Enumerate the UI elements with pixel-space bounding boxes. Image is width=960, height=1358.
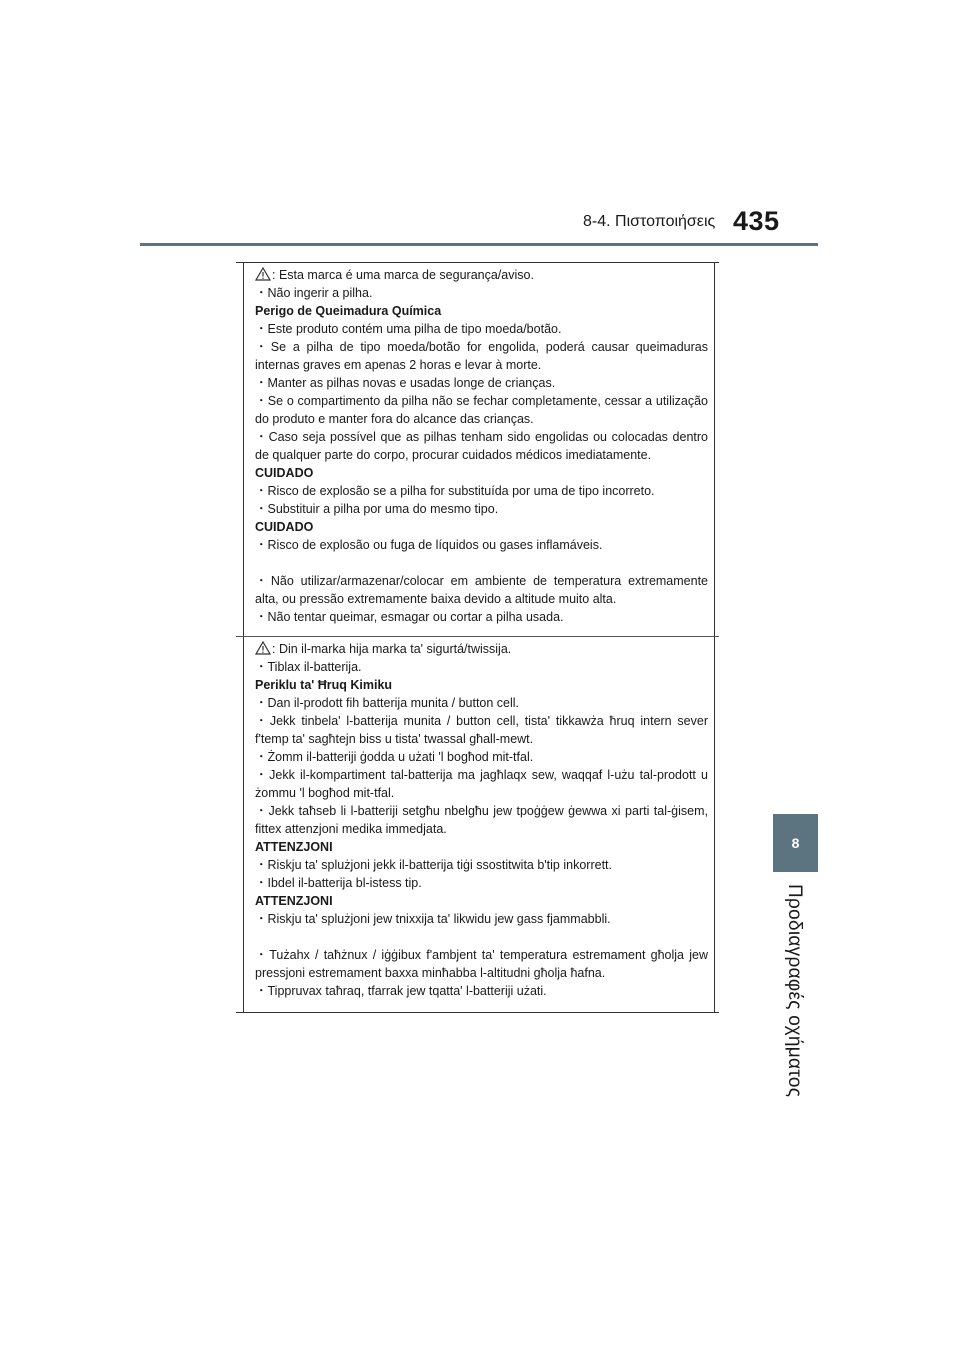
paragraph-gap (255, 928, 708, 946)
paragraph-gap (255, 554, 708, 572)
warning-text: ・Se o compartimento da pilha não se fechar completamente, cessar a utilização do produto e manter fora do alcance das crianças. (255, 394, 708, 426)
warning-text: ・Żomm il-batteriji ġodda u użati 'l bogħod mit-tfal. (255, 750, 534, 764)
warning-text: ・Tużahx / taħżnux / iġġibux f'ambjent ta' temperatura estremament għolja jew pressjoni estremament baxxa minħabba l-altitudni għolja ħafna. (255, 948, 708, 980)
warning-mark-line (255, 266, 708, 284)
warning-text: ・Risco de explosão ou fuga de líquidos ou gases inflamáveis. (255, 538, 603, 552)
section-heading: Perigo de Queimadura Química (255, 304, 442, 318)
page-number: 435 (733, 206, 780, 236)
section-heading: ATTENZJONI (255, 840, 333, 854)
warning-text: ・Jekk il-kompartiment tal-batterija ma jagħlaqx sew, waqqaf l-użu tal-prodott u żommu 'l bogħod mit-tfal. (255, 768, 708, 800)
header-rule (140, 243, 818, 246)
section-heading: CUIDADO (255, 466, 314, 480)
warning-text: ・Riskju ta' splużjoni jekk il-batterija tiġi ssostitwita b'tip inkorrett. (255, 858, 612, 872)
warning-triangle-icon (255, 641, 271, 655)
box-bottom-rule (236, 1012, 719, 1013)
warning-text: ・Manter as pilhas novas e usadas longe de crianças. (255, 376, 556, 390)
box-middle-rule (236, 636, 719, 637)
section-heading: ATTENZJONI (255, 894, 333, 908)
warning-text: ・Se a pilha de tipo moeda/botão for engolida, poderá causar queimaduras internas graves em apenas 2 horas e levar à morte. (255, 340, 708, 372)
maltese-section (255, 640, 708, 1000)
warning-text: ・Não utilizar/armazenar/colocar em ambiente de temperatura extremamente alta, ou pressão extremamente baixa devido a altitude muito alta. (255, 574, 708, 606)
warning-text: ・Não ingerir a pilha. (255, 286, 373, 300)
warning-text: ・Este produto contém uma pilha de tipo moeda/botão. (255, 322, 562, 336)
warning-text: ・Tippruvax taħraq, tfarrak jew tqatta' l-batteriji użati. (255, 984, 547, 998)
warning-text: ・Caso seja possível que as pilhas tenham sido engolidas ou colocadas dentro de qualquer parte do corpo, procurar cuidados médicos imediatamente. (255, 430, 708, 462)
warning-text: ・Substituir a pilha por uma do mesmo tipo. (255, 502, 499, 516)
warning-text: ・Dan il-prodott fih batterija munita / button cell. (255, 696, 520, 710)
section-header: 8-4. Πιστοποιήσεις (583, 213, 716, 230)
warning-text: ・Ibdel il-batterija bl-istess tip. (255, 876, 422, 890)
warning-text: ・Riskju ta' splużjoni jew tnixxija ta' likwidu jew gass fjammabbli. (255, 912, 611, 926)
warning-text: ・Risco de explosão se a pilha for substituída por uma de tipo incorreto. (255, 484, 655, 498)
warning-mark-text: : Esta marca é uma marca de segurança/aviso. (272, 268, 534, 282)
chapter-label: Προδιαγραφές οχήματος (784, 884, 805, 1098)
warning-mark-line (255, 640, 708, 658)
warning-text: ・Jekk tinbela' l-batterija munita / button cell, tista' tikkawża ħruq intern sever f'temp ta' sagħtejn biss u tista' twassal għall-mewt. (255, 714, 708, 746)
warning-text: ・Jekk taħseb li l-batteriji setgħu nbelgħu jew tpoġġew ġewwa xi parti tal-ġisem, fittex attenzjoni medika immedjata. (255, 804, 708, 836)
section-heading: CUIDADO (255, 520, 314, 534)
warning-text: ・Não tentar queimar, esmagar ou cortar a pilha usada. (255, 610, 564, 624)
box-top-rule (236, 262, 719, 263)
warning-text: ・Tiblax il-batterija. (255, 660, 362, 674)
section-heading: Periklu ta' Ħruq Kimiku (255, 678, 393, 692)
chapter-tab[interactable]: 8 (773, 814, 818, 872)
warning-triangle-icon (255, 267, 271, 281)
warning-mark-text: : Din il-marka hija marka ta' sigurtá/twissija. (272, 642, 512, 656)
portuguese-section (255, 266, 708, 626)
